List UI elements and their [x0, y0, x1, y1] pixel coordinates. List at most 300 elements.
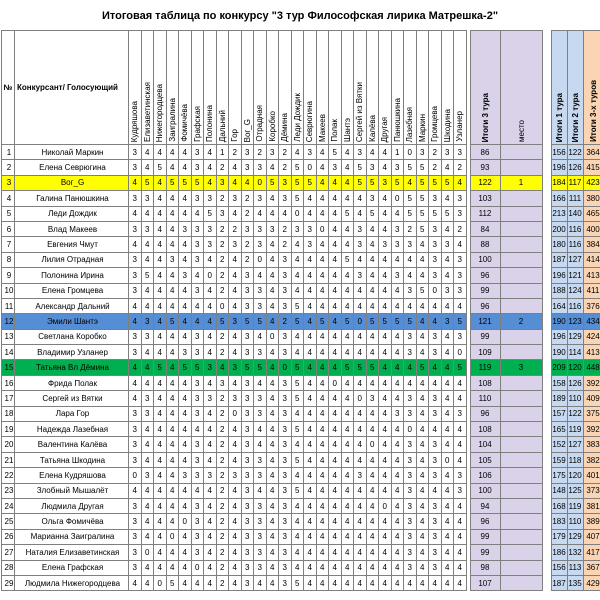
score-cell: 4	[304, 360, 317, 375]
score-cell: 3	[304, 145, 317, 160]
total-round3: 106	[470, 468, 500, 483]
header-voter	[454, 31, 467, 145]
total-round3: 99	[470, 545, 500, 560]
score-cell: 3	[179, 221, 192, 236]
score-cell: 3	[404, 329, 417, 344]
score-cell: 4	[341, 452, 354, 467]
score-cell: 4	[441, 514, 454, 529]
score-cell: 5	[291, 314, 304, 329]
score-cell: 0	[216, 298, 229, 313]
score-cell: 4	[329, 545, 342, 560]
total-round1: 209	[551, 360, 567, 375]
score-cell: 2	[241, 206, 254, 221]
total-round2: 126	[567, 375, 583, 390]
score-cell: 4	[316, 298, 329, 313]
score-cell: 3	[404, 560, 417, 575]
score-cell: 4	[291, 145, 304, 160]
score-cell: 2	[279, 237, 292, 252]
score-cell: 4	[154, 252, 167, 267]
score-cell: 2	[429, 160, 442, 175]
score-cell: 4	[379, 252, 392, 267]
total-round3: 100	[470, 252, 500, 267]
row-spacer	[542, 468, 551, 483]
score-cell: 3	[216, 206, 229, 221]
score-cell: 3	[429, 452, 442, 467]
score-cell: 3	[141, 329, 154, 344]
score-cell: 4	[316, 483, 329, 498]
score-cell: 4	[341, 406, 354, 421]
contestant-name: Фрида Полак	[15, 375, 129, 390]
score-cell: 4	[229, 206, 242, 221]
score-cell: 3	[429, 514, 442, 529]
score-cell: 4	[316, 252, 329, 267]
score-cell: 4	[316, 498, 329, 513]
total-round3: 107	[470, 575, 500, 590]
total-round2: 123	[567, 314, 583, 329]
score-cell: 3	[229, 314, 242, 329]
score-cell: 4	[141, 437, 154, 452]
total-round3: 119	[470, 360, 500, 375]
score-cell: 4	[291, 529, 304, 544]
score-cell: 3	[304, 237, 317, 252]
score-cell: 4	[229, 498, 242, 513]
score-cell: 4	[291, 252, 304, 267]
score-cell: 5	[241, 360, 254, 375]
score-cell: 3	[266, 145, 279, 160]
score-cell: 4	[329, 268, 342, 283]
score-cell: 5	[391, 314, 404, 329]
score-cell: 4	[141, 375, 154, 390]
score-cell: 2	[216, 221, 229, 236]
total-round2: 135	[567, 575, 583, 590]
score-cell: 3	[191, 514, 204, 529]
contestant-name: Галина Панюшкина	[15, 191, 129, 206]
score-cell: 4	[391, 437, 404, 452]
score-cell: 4	[154, 145, 167, 160]
total-round3: 86	[470, 145, 500, 160]
score-cell: 4	[429, 422, 442, 437]
place-cell	[500, 221, 542, 236]
contestant-name: Злобный Мышалёт	[15, 483, 129, 498]
table-row	[2, 514, 600, 529]
score-cell: 4	[204, 483, 217, 498]
score-cell: 3	[129, 252, 142, 267]
score-cell: 4	[441, 483, 454, 498]
score-cell: 4	[229, 452, 242, 467]
score-cell: 4	[316, 283, 329, 298]
score-cell: 4	[391, 452, 404, 467]
row-number: 13	[2, 329, 15, 344]
score-cell: 2	[216, 329, 229, 344]
score-cell: 4	[179, 406, 192, 421]
score-cell: 4	[154, 406, 167, 421]
score-cell: 3	[191, 452, 204, 467]
score-cell: 4	[329, 452, 342, 467]
row-number: 18	[2, 406, 15, 421]
place-cell	[500, 329, 542, 344]
row-number: 8	[2, 252, 15, 267]
score-cell: 4	[266, 529, 279, 544]
score-cell: 3	[279, 468, 292, 483]
score-cell: 4	[454, 437, 467, 452]
contestant-name: Леди Дождик	[15, 206, 129, 221]
score-cell: 3	[254, 345, 267, 360]
score-cell: 2	[279, 145, 292, 160]
total-round2: 119	[567, 422, 583, 437]
score-cell: 4	[404, 175, 417, 190]
score-cell: 0	[204, 268, 217, 283]
score-cell: 4	[416, 529, 429, 544]
score-cell: 4	[391, 560, 404, 575]
total-all-rounds: 423	[583, 175, 600, 190]
score-cell: 3	[279, 175, 292, 190]
score-cell: 5	[304, 175, 317, 190]
score-cell: 4	[304, 329, 317, 344]
row-spacer	[542, 575, 551, 590]
total-round2: 116	[567, 221, 583, 236]
header-voter	[254, 31, 267, 145]
score-cell: 4	[354, 483, 367, 498]
score-cell: 4	[179, 160, 192, 175]
score-cell: 4	[329, 252, 342, 267]
score-cell: 4	[141, 298, 154, 313]
score-cell: 3	[304, 221, 317, 236]
score-cell: 3	[279, 298, 292, 313]
score-cell: 3	[241, 483, 254, 498]
score-cell: 4	[204, 345, 217, 360]
score-cell: 4	[179, 145, 192, 160]
row-number: 17	[2, 391, 15, 406]
score-cell: 3	[254, 498, 267, 513]
score-cell: 4	[354, 422, 367, 437]
score-cell: 4	[304, 452, 317, 467]
score-cell: 4	[266, 206, 279, 221]
score-cell: 4	[141, 560, 154, 575]
score-cell: 4	[341, 145, 354, 160]
score-cell: 3	[404, 237, 417, 252]
score-cell: 4	[229, 575, 242, 590]
header-voter	[129, 31, 142, 145]
score-cell: 4	[266, 375, 279, 390]
table-title: Итоговая таблица по конкурсу "3 тур Философская лирика Матрешка-2"	[101, 10, 499, 22]
score-cell: 4	[316, 268, 329, 283]
header-voter	[416, 31, 429, 145]
score-cell: 4	[341, 391, 354, 406]
score-cell: 3	[441, 283, 454, 298]
score-cell: 3	[454, 468, 467, 483]
contestant-name: Валентина Калёва	[15, 437, 129, 452]
score-cell: 3	[254, 545, 267, 560]
total-round3: 88	[470, 237, 500, 252]
score-cell: 4	[179, 329, 192, 344]
row-spacer	[542, 191, 551, 206]
row-spacer	[542, 360, 551, 375]
score-cell: 5	[404, 191, 417, 206]
score-cell: 3	[191, 406, 204, 421]
score-cell: 5	[291, 575, 304, 590]
total-round2: 124	[567, 283, 583, 298]
score-cell: 4	[154, 298, 167, 313]
score-cell: 0	[254, 175, 267, 190]
table-row	[2, 221, 600, 236]
score-cell: 4	[204, 145, 217, 160]
total-round1: 166	[551, 191, 567, 206]
score-cell: 3	[254, 221, 267, 236]
score-cell: 4	[366, 498, 379, 513]
total-round3: 96	[470, 514, 500, 529]
score-cell: 4	[166, 375, 179, 390]
score-cell: 3	[454, 206, 467, 221]
score-cell: 4	[166, 283, 179, 298]
score-cell: 4	[366, 221, 379, 236]
score-cell: 3	[379, 237, 392, 252]
header-voter-label: Севрюгина	[305, 100, 315, 142]
total-round2: 113	[567, 560, 583, 575]
total-round2: 110	[567, 514, 583, 529]
score-cell: 3	[354, 221, 367, 236]
score-cell: 4	[391, 391, 404, 406]
row-spacer	[542, 221, 551, 236]
score-cell: 4	[341, 298, 354, 313]
score-cell: 1	[391, 145, 404, 160]
score-cell: 4	[316, 160, 329, 175]
header-voter-label: Маркин	[417, 113, 427, 142]
score-cell: 4	[441, 468, 454, 483]
score-cell: 3	[429, 237, 442, 252]
score-cell: 5	[341, 360, 354, 375]
score-cell: 4	[204, 375, 217, 390]
score-cell: 4	[379, 545, 392, 560]
score-cell: 4	[279, 206, 292, 221]
score-cell: 5	[291, 452, 304, 467]
score-cell: 3	[191, 375, 204, 390]
score-cell: 4	[316, 206, 329, 221]
score-cell: 4	[316, 329, 329, 344]
total-round1: 187	[551, 252, 567, 267]
score-cell: 4	[341, 375, 354, 390]
header-voter-label: Панюшкина	[392, 98, 402, 142]
row-number: 14	[2, 345, 15, 360]
score-cell: 4	[416, 437, 429, 452]
score-cell: 4	[204, 545, 217, 560]
score-cell: 3	[254, 283, 267, 298]
score-cell: 4	[316, 345, 329, 360]
score-cell: 5	[241, 314, 254, 329]
score-cell: 4	[316, 575, 329, 590]
score-cell: 4	[204, 529, 217, 544]
score-cell: 3	[141, 406, 154, 421]
score-cell: 4	[329, 345, 342, 360]
header-total3-label: Итоги 3 тура	[480, 92, 490, 142]
score-cell: 3	[429, 191, 442, 206]
score-cell: 4	[454, 452, 467, 467]
score-cell: 3	[254, 468, 267, 483]
score-cell: 3	[404, 391, 417, 406]
score-cell: 4	[341, 268, 354, 283]
score-cell: 4	[204, 298, 217, 313]
score-cell: 4	[229, 514, 242, 529]
score-cell: 3	[241, 160, 254, 175]
score-cell: 5	[454, 360, 467, 375]
total-round2: 129	[567, 329, 583, 344]
score-cell: 4	[229, 252, 242, 267]
score-cell: 4	[366, 514, 379, 529]
score-cell: 4	[354, 514, 367, 529]
score-cell: 2	[279, 221, 292, 236]
score-cell: 3	[266, 221, 279, 236]
score-cell: 4	[154, 329, 167, 344]
score-cell: 4	[266, 422, 279, 437]
score-cell: 3	[191, 529, 204, 544]
score-cell: 2	[216, 452, 229, 467]
place-cell	[500, 575, 542, 590]
score-cell: 4	[379, 191, 392, 206]
score-cell: 0	[154, 575, 167, 590]
header-voter	[329, 31, 342, 145]
total-round1: 213	[551, 206, 567, 221]
score-cell: 4	[166, 237, 179, 252]
row-spacer	[542, 437, 551, 452]
table-row	[2, 468, 600, 483]
score-cell: 4	[316, 437, 329, 452]
score-cell: 2	[216, 252, 229, 267]
score-cell: 4	[291, 560, 304, 575]
total-round2: 116	[567, 237, 583, 252]
total-round3: 94	[470, 498, 500, 513]
score-cell: 4	[316, 422, 329, 437]
score-cell: 0	[316, 221, 329, 236]
score-cell: 5	[441, 206, 454, 221]
score-cell: 2	[229, 145, 242, 160]
score-cell: 4	[379, 221, 392, 236]
total-round3: 108	[470, 422, 500, 437]
place-cell	[500, 252, 542, 267]
total-round1: 180	[551, 237, 567, 252]
score-cell: 4	[166, 560, 179, 575]
score-cell: 3	[366, 391, 379, 406]
score-cell: 3	[129, 345, 142, 360]
score-cell: 4	[341, 529, 354, 544]
score-cell: 3	[129, 268, 142, 283]
score-cell: 3	[241, 422, 254, 437]
score-cell: 4	[341, 422, 354, 437]
score-cell: 4	[304, 498, 317, 513]
score-cell: 4	[154, 514, 167, 529]
place-cell	[500, 560, 542, 575]
header-place	[500, 31, 542, 145]
score-cell: 4	[179, 575, 192, 590]
score-cell: 4	[204, 560, 217, 575]
score-cell: 4	[229, 560, 242, 575]
score-cell: 4	[254, 422, 267, 437]
header-total3	[470, 31, 500, 145]
score-cell: 5	[141, 175, 154, 190]
score-cell: 4	[454, 560, 467, 575]
score-cell: 4	[416, 268, 429, 283]
score-cell: 3	[216, 375, 229, 390]
score-cell: 2	[216, 268, 229, 283]
score-cell: 4	[304, 314, 317, 329]
total-round1: 159	[551, 452, 567, 467]
score-cell: 4	[166, 268, 179, 283]
score-cell: 3	[379, 175, 392, 190]
score-cell: 4	[404, 298, 417, 313]
score-cell: 4	[441, 160, 454, 175]
score-cell: 4	[329, 437, 342, 452]
total-all-rounds: 465	[583, 206, 600, 221]
score-cell: 0	[266, 329, 279, 344]
header-spacer	[542, 31, 551, 145]
score-cell: 4	[329, 575, 342, 590]
total-round1: 186	[551, 545, 567, 560]
score-cell: 4	[304, 560, 317, 575]
score-cell: 3	[404, 345, 417, 360]
score-cell: 3	[329, 160, 342, 175]
score-cell: 2	[454, 221, 467, 236]
score-cell: 4	[416, 314, 429, 329]
header-voter-label: Полак	[330, 119, 340, 142]
score-cell: 5	[416, 206, 429, 221]
score-cell: 0	[229, 406, 242, 421]
score-cell: 4	[191, 298, 204, 313]
score-cell: 3	[279, 406, 292, 421]
score-cell: 4	[266, 560, 279, 575]
score-cell: 3	[204, 468, 217, 483]
score-cell: 4	[179, 422, 192, 437]
score-cell: 2	[216, 560, 229, 575]
score-cell: 3	[129, 560, 142, 575]
contestant-name: Людмила Другая	[15, 498, 129, 513]
score-cell: 4	[441, 391, 454, 406]
score-cell: 4	[154, 391, 167, 406]
score-cell: 4	[304, 545, 317, 560]
score-cell: 4	[129, 314, 142, 329]
score-cell: 3	[354, 145, 367, 160]
score-cell: 3	[391, 237, 404, 252]
place-cell	[500, 391, 542, 406]
score-cell: 0	[404, 145, 417, 160]
score-cell: 4	[379, 483, 392, 498]
total-round1: 179	[551, 529, 567, 544]
score-cell: 4	[316, 452, 329, 467]
score-cell: 4	[179, 529, 192, 544]
score-cell: 4	[391, 529, 404, 544]
place-cell	[500, 206, 542, 221]
score-cell: 4	[329, 406, 342, 421]
score-cell: 3	[191, 160, 204, 175]
score-cell: 4	[141, 360, 154, 375]
total-round2: 110	[567, 391, 583, 406]
score-cell: 5	[291, 422, 304, 437]
contestant-name: Сергей из Вятки	[15, 391, 129, 406]
score-cell: 4	[154, 314, 167, 329]
score-cell: 4	[154, 268, 167, 283]
total-round3: 110	[470, 391, 500, 406]
score-cell: 4	[166, 514, 179, 529]
score-cell: 3	[454, 191, 467, 206]
table-row	[2, 345, 600, 360]
score-cell: 4	[316, 360, 329, 375]
score-cell: 5	[341, 252, 354, 267]
score-cell: 4	[391, 422, 404, 437]
score-cell: 3	[129, 406, 142, 421]
score-cell: 3	[241, 560, 254, 575]
total-all-rounds: 392	[583, 422, 600, 437]
score-cell: 4	[254, 437, 267, 452]
score-cell: 4	[454, 422, 467, 437]
total-all-rounds: 448	[583, 360, 600, 375]
row-spacer	[542, 422, 551, 437]
